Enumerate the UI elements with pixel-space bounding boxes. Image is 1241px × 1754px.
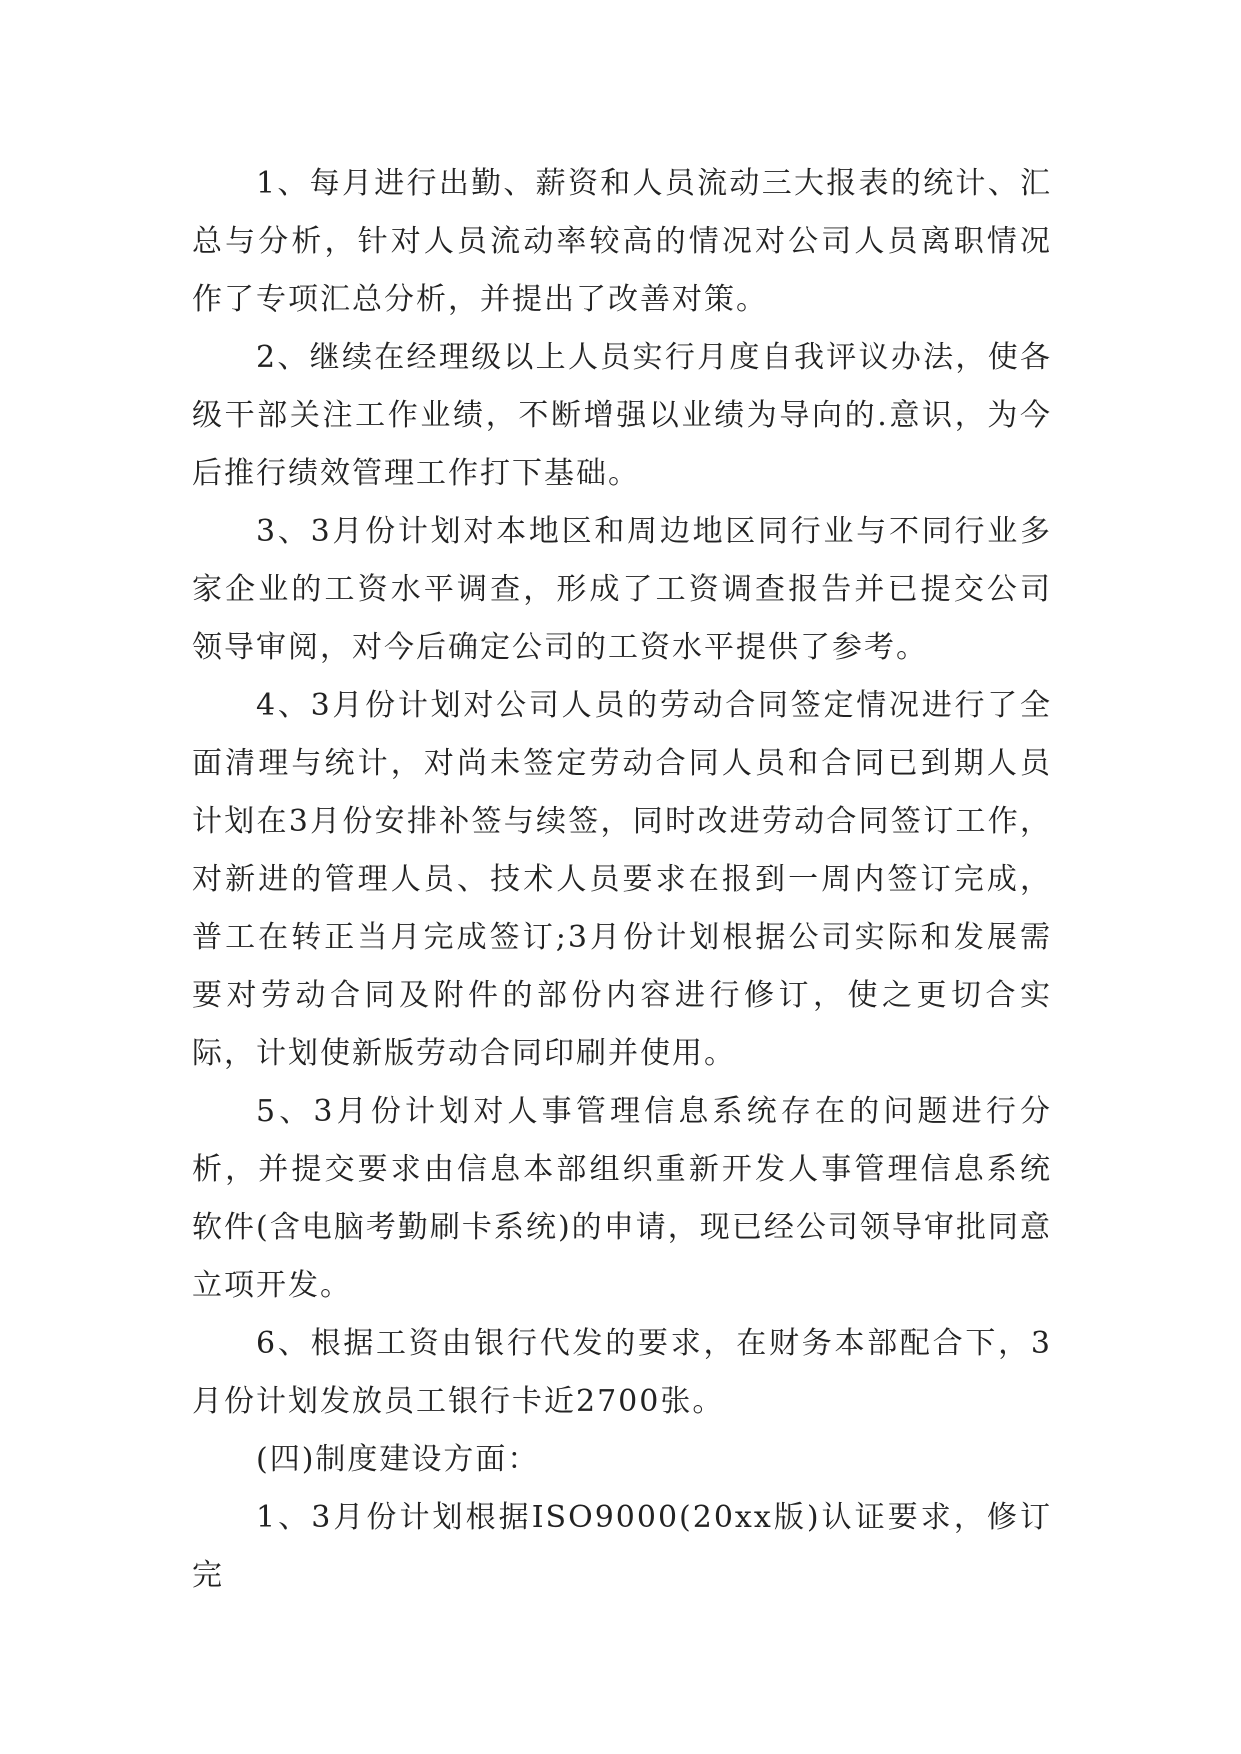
paragraph-1: 1、每月进行出勤、薪资和人员流动三大报表的统计、汇总与分析，针对人员流动率较高的情况对公司人员离职情况作了专项汇总分析，并提出了改善对策。 — [192, 166, 1052, 317]
paragraph-3: 3、3月份计划对本地区和周边地区同行业与不同行业多家企业的工资水平调查，形成了工资调查报告并已提交公司领导审阅，对今后确定公司的工资水平提供了参考。 — [192, 514, 1052, 665]
document-body — [192, 155, 1052, 1605]
section-heading: (四)制度建设方面： — [256, 1442, 540, 1477]
paragraph-4: 4、3月份计划对公司人员的劳动合同签定情况进行了全面清理与统计，对尚未签定劳动合同人员和合同已到期人员计划在3月份安排补签与续签，同时改进劳动合同签订工作，对新进的管理人员、技术人员要求在报到一周内签订完成，普工在转正当月完成签订;3月份计划根据公司实际和发展需要对劳动合同及附件的部份内容进行修订，使之更切合实际，计划使新版劳动合同印刷并使用。 — [192, 688, 1052, 1071]
paragraph-5: 5、3月份计划对人事管理信息系统存在的问题进行分析，并提交要求由信息本部组织重新开发人事管理信息系统软件(含电脑考勤刷卡系统)的申请，现已经公司领导审批同意立项开发。 — [192, 1094, 1052, 1303]
paragraph-7: 1、3月份计划根据ISO9000(20xx版)认证要求，修订完 — [192, 1500, 1052, 1593]
paragraph-6: 6、根据工资由银行代发的要求，在财务本部配合下，3月份计划发放员工银行卡近2700张。 — [192, 1326, 1052, 1419]
paragraph-2: 2、继续在经理级以上人员实行月度自我评议办法，使各级干部关注工作业绩，不断增强以业绩为导向的.意识，为今后推行绩效管理工作打下基础。 — [192, 340, 1052, 491]
